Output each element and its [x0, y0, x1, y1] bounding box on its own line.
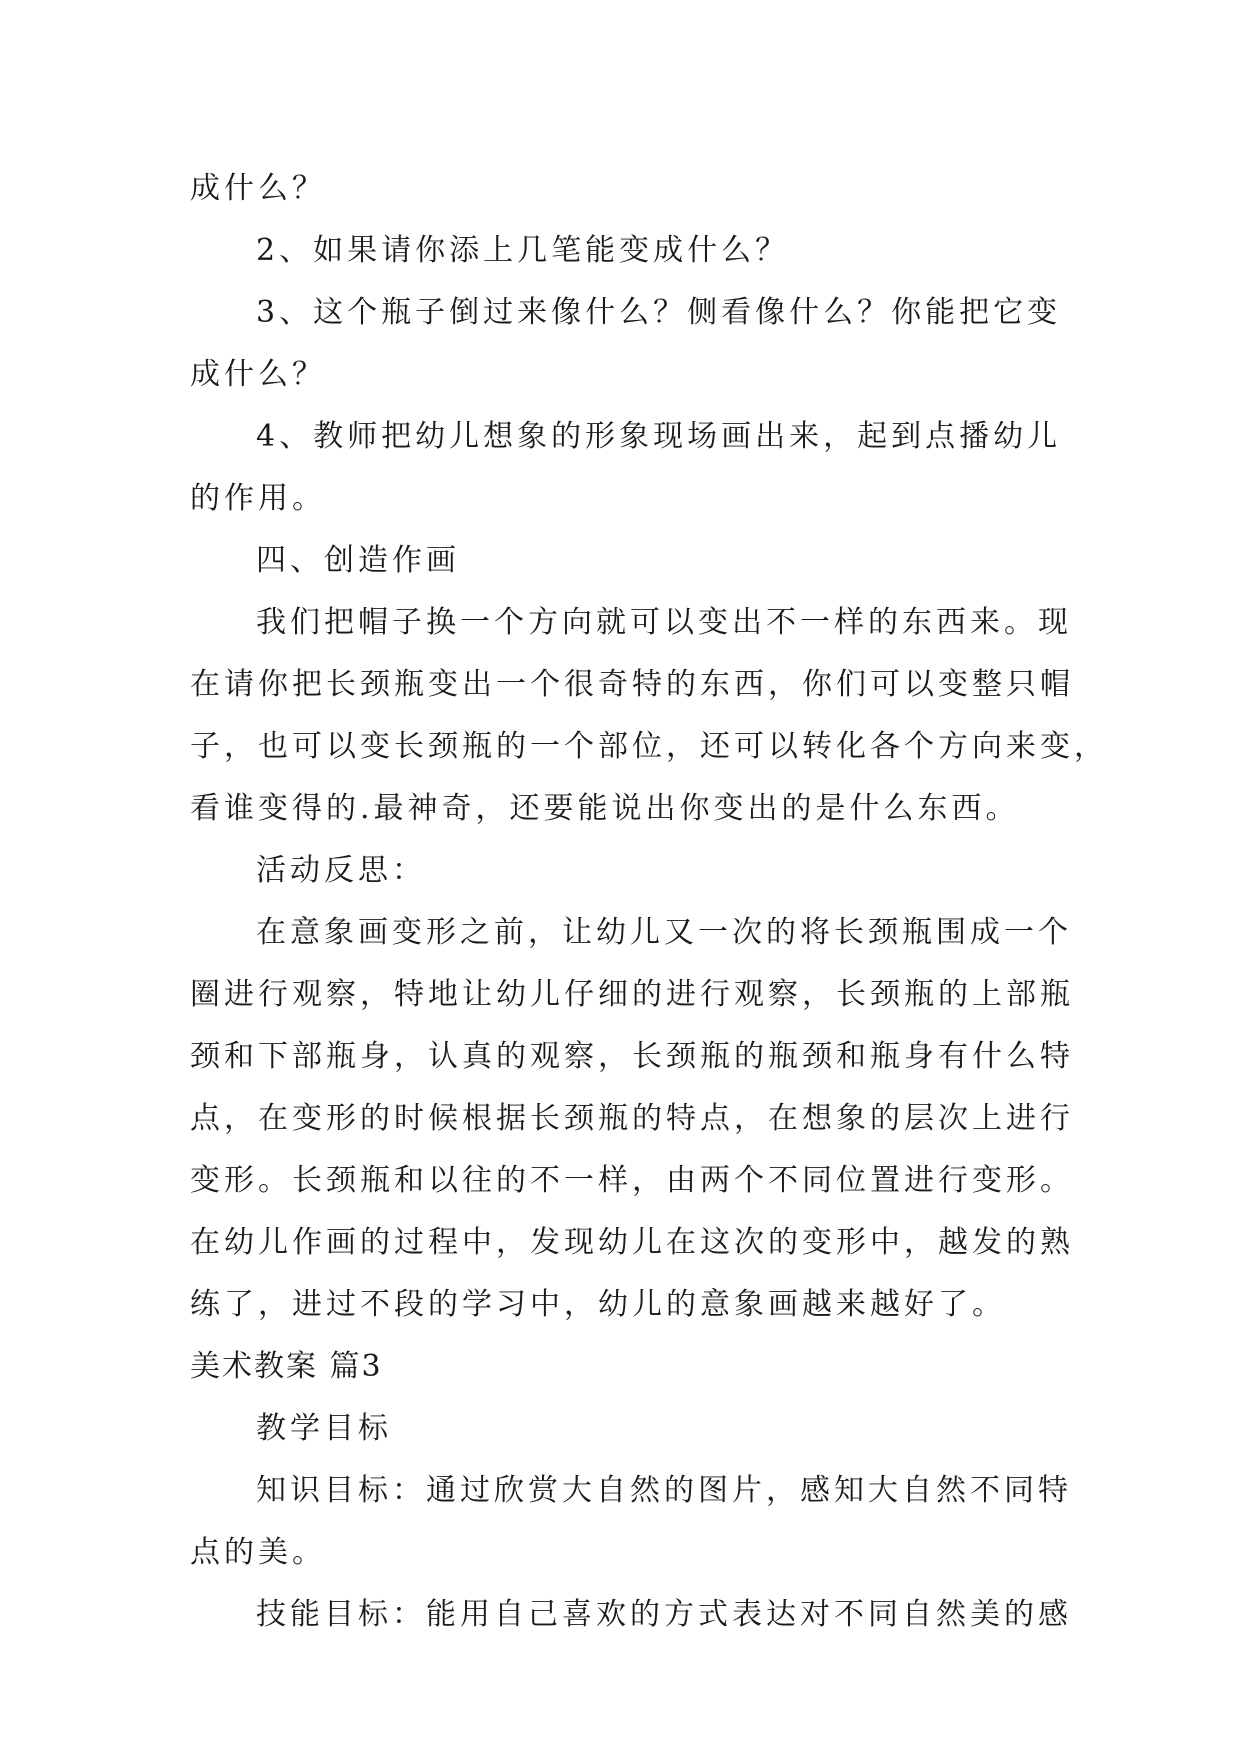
document-body — [190, 158, 1108, 1646]
text-line: 成什么？ — [190, 357, 326, 392]
text-line: 我们把帽子换一个方向就可以变出不一样的东西来。现 — [256, 605, 1072, 640]
article-title: 美术教案 篇3 — [190, 1349, 383, 1384]
text-line: 3、这个瓶子倒过来像什么？侧看像什么？你能把它变 — [256, 295, 1062, 330]
text-line: 在幼儿作画的过程中，发现幼儿在这次的变形中，越发的熟 — [190, 1225, 1074, 1260]
text-line: 练了，进过不段的学习中，幼儿的意象画越来越好了。 — [190, 1287, 1006, 1322]
section-heading: 教学目标 — [256, 1411, 392, 1446]
section-heading: 四、创造作画 — [256, 543, 460, 578]
text-line: 技能目标：能用自己喜欢的方式表达对不同自然美的感 — [256, 1597, 1072, 1632]
text-line: 点的美。 — [190, 1535, 326, 1570]
section-heading: 活动反思： — [256, 853, 426, 888]
text-line: 2、如果请你添上几笔能变成什么？ — [256, 233, 790, 268]
text-line: 颈和下部瓶身，认真的观察，长颈瓶的瓶颈和瓶身有什么特 — [190, 1039, 1074, 1074]
text-line: 在请你把长颈瓶变出一个很奇特的东西，你们可以变整只帽 — [190, 667, 1074, 702]
text-line: 子，也可以变长颈瓶的一个部位，还可以转化各个方向来变， — [190, 729, 1108, 764]
text-line: 的作用。 — [190, 481, 326, 516]
text-line: 成什么？ — [190, 171, 326, 206]
text-line: 变形。长颈瓶和以往的不一样，由两个不同位置进行变形。 — [190, 1163, 1074, 1198]
text-line: 4、教师把幼儿想象的形象现场画出来，起到点播幼儿 — [256, 419, 1062, 454]
text-line: 看谁变得的.最神奇，还要能说出你变出的是什么东西。 — [190, 791, 1020, 826]
text-line: 在意象画变形之前，让幼儿又一次的将长颈瓶围成一个 — [256, 915, 1072, 950]
text-line: 知识目标：通过欣赏大自然的图片，感知大自然不同特 — [256, 1473, 1072, 1508]
text-line: 圈进行观察，特地让幼儿仔细的进行观察，长颈瓶的上部瓶 — [190, 977, 1074, 1012]
text-line: 点，在变形的时候根据长颈瓶的特点，在想象的层次上进行 — [190, 1101, 1074, 1136]
